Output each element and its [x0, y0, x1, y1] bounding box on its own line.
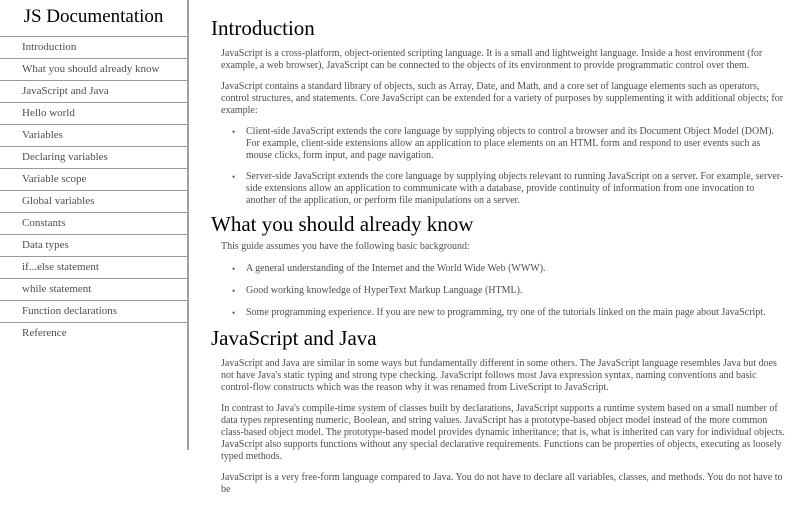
main-doc — [211, 0, 786, 505]
nav-list — [0, 37, 187, 344]
nav-link-data-types[interactable]: Data types — [22, 239, 69, 251]
nav-link-what-you-should-already-know[interactable]: What you should already know — [22, 63, 160, 75]
nav-link-constants[interactable]: Constants — [22, 217, 66, 229]
paragraph: JavaScript is a cross-platform, object-oriented scripting language. It is a small and lightweight language. Inside a host environment (for example, a web browser), JavaScript can be connected to the objects of its environment to provide programmatic control over them. — [221, 48, 763, 71]
paragraph: JavaScript is a very free-form language compared to Java. You do not have to declare all variables, classes, and methods. You do not have to be — [221, 472, 783, 495]
section-what-you-should-already-know — [211, 211, 786, 319]
nav-link-variables[interactable]: Variables — [22, 129, 63, 141]
section-title: Introduction — [211, 16, 315, 40]
list-item: • Client-side JavaScript extends the core language by supplying objects to control a browser and its Document Object Model (DOM). For example, client-side extensions allow an application to place elements on an HTML form and respond to user events such as mouse clicks, form input, and page navigation. — [246, 126, 786, 162]
sidebar-title: JS Documentation — [0, 0, 187, 37]
nav-link-while-statement[interactable]: while statement — [22, 283, 92, 295]
section-introduction — [211, 14, 786, 207]
nav-link-reference[interactable]: Reference — [22, 327, 67, 339]
nav-link-function-declarations[interactable]: Function declarations — [22, 305, 118, 317]
section-title: What you should already know — [211, 212, 474, 236]
list-item: • Server-side JavaScript extends the core language by supplying objects relevant to running JavaScript on a server. For example, server-side extensions allow an application to communicate with a database, provide continuity of information from one invocation to another of the application, or perform file manipulations on a server. — [246, 171, 786, 207]
section-javascript-and-java — [211, 325, 786, 496]
nav-link-hello-world[interactable]: Hello world — [22, 107, 75, 119]
nav-link-javascript-and-java[interactable]: JavaScript and Java — [22, 85, 109, 97]
bullet-list — [211, 126, 786, 207]
list-item: • Some programming experience. If you are new to programming, try one of the tutorials linked on the main page about JavaScript. — [246, 307, 786, 319]
paragraph: JavaScript and Java are similar in some ways but fundamentally different in some others. The JavaScript language resembles Java but does not have Java's static typing and strong type checking. JavaScript follows most Java expression syntax, naming conventions and basic control-flow constructs which was the reason why it was renamed from LiveScript to JavaScript. — [221, 358, 777, 393]
nav-link-introduction[interactable]: Introduction — [22, 41, 77, 53]
nav-link-declaring-variables[interactable]: Declaring variables — [22, 151, 108, 163]
paragraph: This guide assumes you have the following basic background: — [221, 241, 470, 252]
bullet-list — [211, 263, 786, 319]
nav-link-if-else-statement[interactable]: if...else statement — [22, 261, 99, 273]
paragraph: JavaScript contains a standard library of objects, such as Array, Date, and Math, and a core set of language elements such as operators, control structures, and statements. Core JavaScript can be extended for a variety of purposes by supplementing it with additional objects; for example: — [221, 81, 784, 116]
sidebar-nav — [0, 0, 189, 450]
paragraph: In contrast to Java's compile-time system of classes built by declarations, JavaScript supports a runtime system based on a small number of data types representing numeric, Boolean, and string values. JavaScript has a prototype-based object model instead of the more common class-based object model. The prototype-based model provides dynamic inheritance; that is, what is inherited can vary for individual objects. JavaScript also supports functions without any special declarative requirements. Functions can be properties of objects, executing as loosely typed methods. — [221, 403, 785, 462]
nav-link-global-variables[interactable]: Global variables — [22, 195, 95, 207]
section-title: JavaScript and Java — [211, 326, 377, 350]
list-item: • A general understanding of the Internet and the World Wide Web (WWW). — [246, 263, 786, 275]
nav-link-variable-scope[interactable]: Variable scope — [22, 173, 87, 185]
list-item: • Good working knowledge of HyperText Markup Language (HTML). — [246, 285, 786, 297]
